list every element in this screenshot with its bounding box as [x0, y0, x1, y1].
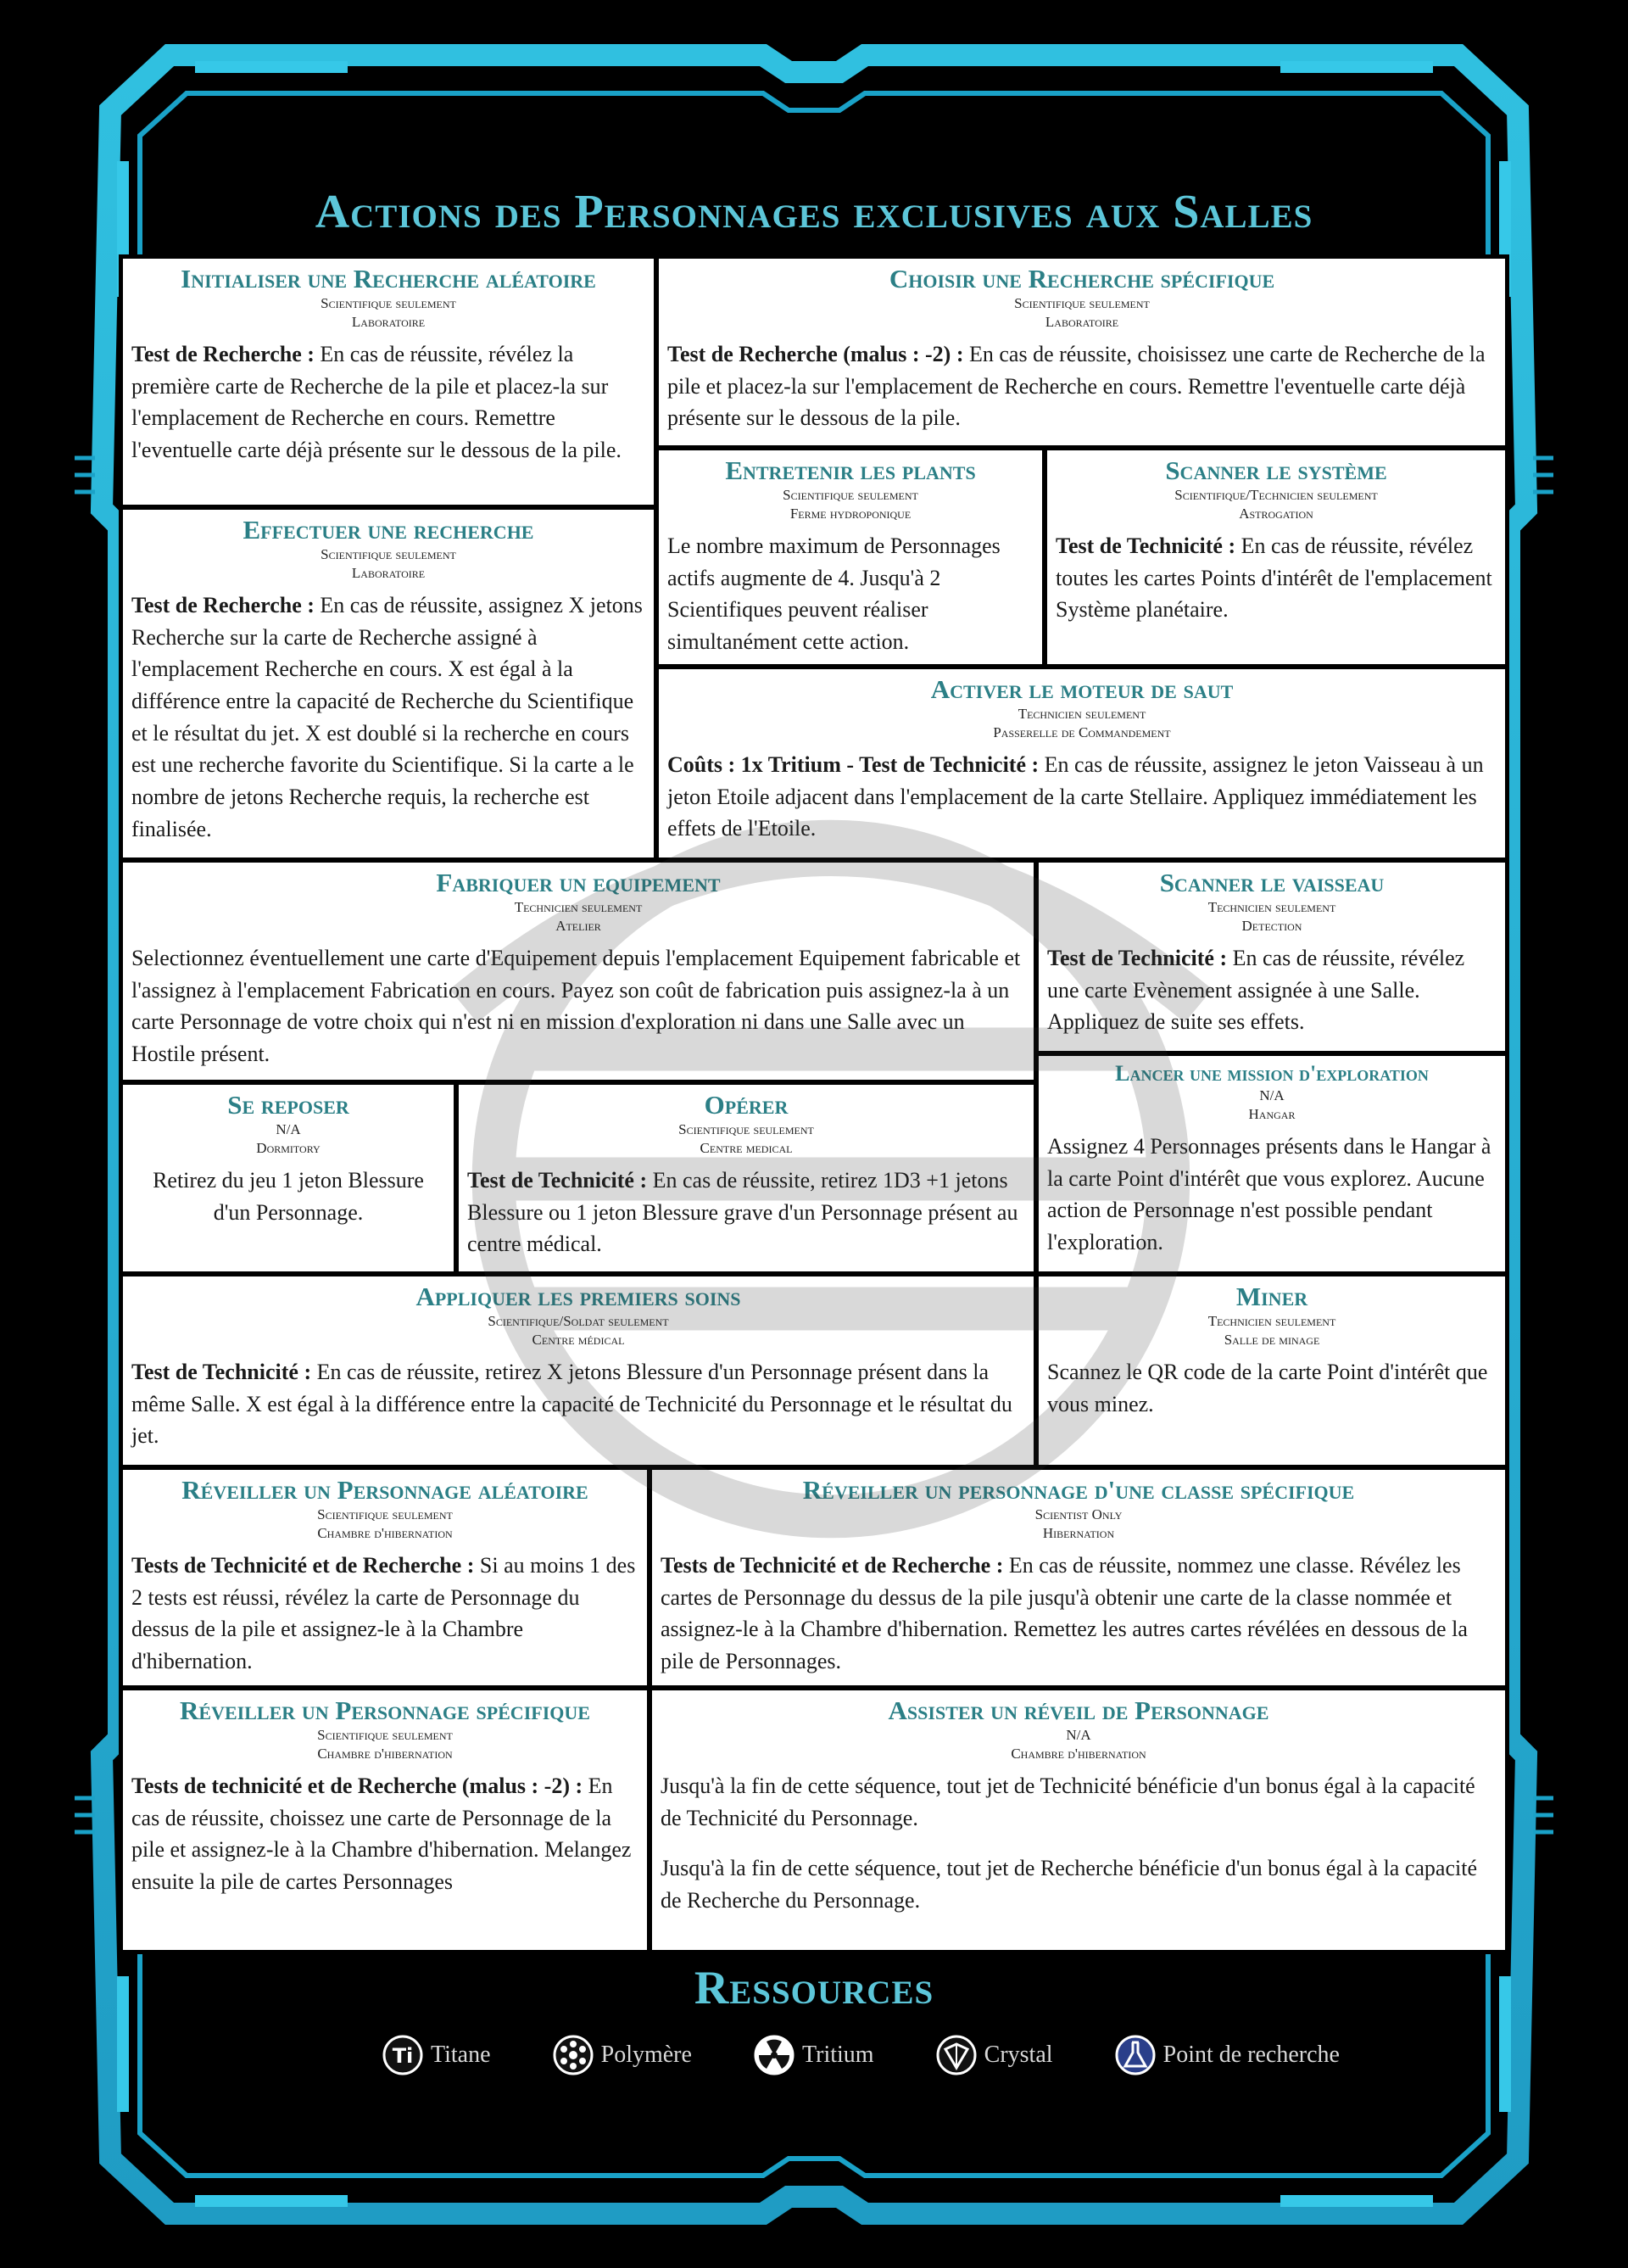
card-fabriquer	[119, 858, 1038, 1084]
resource-crystal	[935, 2034, 1053, 2076]
card-role: N/A	[1259, 1087, 1285, 1103]
card-reveiller-classe	[648, 1466, 1509, 1690]
card-text: Selectionnez éventuellement une carte d'Equipement depuis l'emplacement Equipement fabricable et l'assignez à l'emplacement Fabrication en cours. Payez son coût de fabrication puis assignez-la à un carte Personnage de votre choix qui n'est ni en mission d'exploration ni dans une Salle avec un Hostile présent.	[131, 945, 1021, 1066]
card-title: Scanner le vaisseau	[1159, 868, 1385, 897]
card-title: Fabriquer un equipement	[436, 868, 721, 897]
card-title: Se reposer	[227, 1090, 349, 1120]
card-title: Choisir une Recherche spécifique	[889, 264, 1275, 293]
card-title: Miner	[1235, 1282, 1308, 1311]
card-role: Scientifique seulement	[678, 1120, 814, 1137]
card-role: Technicien seulement	[1207, 1312, 1336, 1329]
card-title: Initialiser une Recherche aléatoire	[181, 264, 596, 293]
card-miner	[1034, 1272, 1509, 1469]
card-room: Ferme hydroponique	[789, 505, 912, 522]
card-role: Scientifique/Technicien seulement	[1174, 486, 1378, 503]
page-title: Actions des Personnages exclusives aux Salles	[315, 186, 1313, 238]
card-text: Scannez le QR code de la carte Point d'intérêt que vous minez.	[1047, 1359, 1488, 1416]
card-role: Scientifique seulement	[321, 294, 456, 311]
card-room: Chambre d'hibernation	[1011, 1745, 1146, 1762]
card-choisir-recherche	[655, 254, 1509, 450]
card-room: Dormitory	[256, 1139, 321, 1156]
resources-title: Ressources	[694, 1962, 934, 2014]
card-entretenir-plants	[655, 446, 1046, 668]
resource-label: Tritium	[802, 2042, 874, 2068]
card-role: Technicien seulement	[514, 898, 643, 915]
research-flask-icon	[1114, 2034, 1157, 2076]
card-text: Coûts : 1x Tritium - Test de Technicité : En cas de réussite, assignez le jeton Vaisseau à un jeton Etoile adjacent dans l'emplacement de la carte Stellaire. Appliquez immédiatement les effets de l'Etoile.	[667, 751, 1484, 841]
card-room: Salle de minage	[1224, 1331, 1320, 1348]
card-reveiller-aleatoire	[119, 1466, 651, 1690]
titanium-icon	[382, 2034, 424, 2076]
card-title: Activer le moteur de saut	[930, 674, 1234, 704]
card-text: Test de Recherche : En cas de réussite, assignez X jetons Recherche sur la carte de Recherche assigné à l'emplacement Recherche en cours. X est égal à la différence entre la capacité de Recherche du Scientifique et le résultat du jet. X est doublé si la recherche en cours est une recherche favorite du Scientifique. Si la carte a le nombre de jetons Recherche requis, la recherche est finalisée.	[131, 592, 643, 841]
card-mission-exploration	[1034, 1052, 1509, 1276]
card-title: Entretenir les plants	[725, 455, 976, 485]
card-assister-reveil	[648, 1686, 1509, 1954]
card-text: Test de Technicité : En cas de réussite, révélez une carte Evènement assignée à une Salle. Appliquez de suite ses effets.	[1047, 945, 1465, 1035]
card-room: Centre médical	[532, 1331, 625, 1348]
card-role: Technicien seulement	[1207, 898, 1336, 915]
card-moteur-saut	[655, 665, 1509, 862]
card-title: Assister un réveil de Personnage	[888, 1695, 1269, 1725]
card-role: N/A	[1066, 1726, 1091, 1743]
resource-label: Crystal	[984, 2042, 1053, 2068]
card-role: N/A	[276, 1120, 301, 1137]
card-room: Detection	[1241, 917, 1302, 934]
card-text: Le nombre maximum de Personnages actifs augmente de 4. Jusqu'à 2 Scientifiques peuvent réaliser simultanément cette action.	[667, 533, 1001, 654]
card-text: Test de Technicité : En cas de réussite, révélez toutes les cartes Points d'intérêt de l'emplacement Système planétaire.	[1056, 533, 1492, 623]
card-text-2: Jusqu'à la fin de cette séquence, tout jet de Recherche bénéficie d'un bonus égal à la capacité de Recherche du Personnage.	[661, 1856, 1477, 1913]
card-role: Technicien seulement	[1018, 705, 1146, 722]
card-text: Retirez du jeu 1 jeton Blessure d'un Personnage.	[153, 1167, 424, 1225]
card-title: Scanner le système	[1165, 455, 1387, 485]
resources-legend	[382, 2031, 1340, 2079]
crystal-icon	[935, 2034, 978, 2076]
card-scanner-systeme	[1043, 446, 1509, 668]
card-room: Hibernation	[1042, 1524, 1115, 1541]
resource-label: Polymère	[600, 2042, 692, 2068]
card-se-reposer	[119, 1081, 458, 1276]
card-title: Lancer une mission d'exploration	[1115, 1061, 1429, 1086]
card-text: Jusqu'à la fin de cette séquence, tout jet de Technicité bénéficie d'un bonus égal à la capacité de Technicité du Personnage.	[661, 1773, 1475, 1830]
card-text: Tests de technicité et de Recherche (malus : -2) : En cas de réussite, choissez une carte de Personnage de la pile et assignez-le à la Chambre d'hibernation. Melangez ensuite la pile de cartes Personnages	[131, 1773, 632, 1894]
card-text: Assignez 4 Personnages présents dans le Hangar à la carte Point d'intérêt que vous explorez. Aucune action de Personnage n'est possible pendant l'exploration.	[1047, 1134, 1491, 1255]
titanium-glyph: Ti	[392, 2044, 414, 2068]
polymer-icon	[552, 2034, 594, 2076]
card-room: Chambre d'hibernation	[317, 1745, 453, 1762]
card-role: Scientist Only	[1034, 1505, 1123, 1522]
card-room: Passerelle de Commandement	[993, 723, 1171, 740]
card-role: Scientifique seulement	[1014, 294, 1150, 311]
card-room: Atelier	[555, 917, 601, 934]
resource-label: Point de recherche	[1162, 2042, 1340, 2068]
card-title: Opérer	[704, 1090, 789, 1120]
card-text: Tests de Technicité et de Recherche : En cas de réussite, nommez une classe. Révélez les cartes de Personnage du dessus de la pile jusqu'à obtenir une carte de la classe nommée et assignez-le à la Chambre d'hibernation. Remettez les autres cartes révélées en dessous de la pile de Personnages.	[661, 1552, 1468, 1673]
card-role: Scientifique/Soldat seulement	[488, 1312, 669, 1329]
card-room: Laboratoire	[351, 313, 426, 330]
resource-label: Titane	[431, 2042, 491, 2068]
resource-polymer	[552, 2034, 692, 2076]
card-role: Scientifique seulement	[783, 486, 918, 503]
card-title: Réveiller un personnage d'une classe spécifique	[802, 1475, 1355, 1505]
card-room: Chambre d'hibernation	[317, 1524, 453, 1541]
card-premiers-soins	[119, 1272, 1038, 1469]
card-room: Centre medical	[700, 1139, 793, 1156]
card-title: Réveiller un Personnage aléatoire	[181, 1475, 588, 1505]
resource-research-point	[1114, 2034, 1340, 2076]
card-scanner-vaisseau	[1034, 858, 1509, 1055]
card-room: Laboratoire	[351, 564, 426, 581]
card-title: Réveiller un Personnage spécifique	[180, 1695, 590, 1725]
card-initialiser-recherche	[119, 254, 658, 509]
card-room: Laboratoire	[1045, 313, 1119, 330]
card-title: Appliquer les premiers soins	[415, 1282, 741, 1311]
card-room: Astrogation	[1239, 505, 1313, 522]
card-title: Effectuer une recherche	[243, 515, 534, 545]
card-text: Test de Recherche (malus : -2) : En cas de réussite, choisissez une carte de Recherche de la pile et placez-la sur l'emplacement de Recherche en cours. Remettre l'eventuelle carte déjà présente sur le dessous de la pile.	[667, 341, 1486, 431]
card-text: Tests de Technicité et de Recherche : Si au moins 1 des 2 tests est réussi, révélez la carte de Personnage du dessus de la pile et assignez-le à la Chambre d'hibernation.	[131, 1552, 636, 1673]
card-role: Scientifique seulement	[317, 1505, 453, 1522]
resource-titanium	[382, 2034, 491, 2076]
tritium-icon	[753, 2034, 795, 2076]
card-role: Scientifique seulement	[317, 1726, 453, 1743]
card-text: Test de Technicité : En cas de réussite, retirez 1D3 +1 jetons Blessure ou 1 jeton Blessure grave d'un Personnage présent au centre médical.	[467, 1167, 1018, 1257]
card-room: Hangar	[1248, 1105, 1296, 1122]
card-text: Test de Technicité : En cas de réussite, retirez X jetons Blessure d'un Personnage présent dans la même Salle. X est égal à la différence entre la capacité de Technicité du Personnage et le résultat du jet.	[131, 1359, 1012, 1449]
card-effectuer-recherche	[119, 506, 658, 862]
resource-tritium	[753, 2034, 874, 2076]
card-text: Test de Recherche : En cas de réussite, révélez la première carte de Recherche de la pile et placez-la sur l'emplacement de Recherche en cours. Remettre l'eventuelle carte déjà présente sur le dessous de la pile.	[131, 341, 622, 462]
card-reveiller-specifique	[119, 1686, 651, 1954]
card-role: Scientifique seulement	[321, 545, 456, 562]
card-operer	[454, 1081, 1038, 1276]
